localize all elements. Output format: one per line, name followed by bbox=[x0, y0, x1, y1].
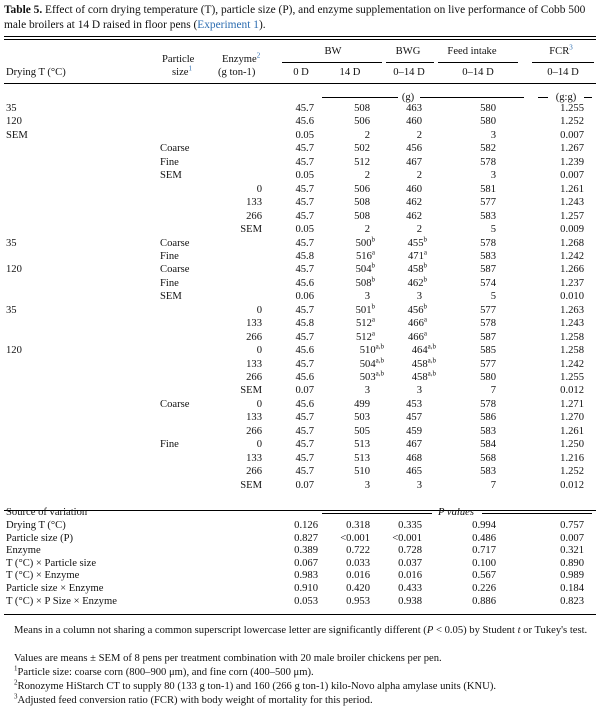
cell-feed-intake: 581 bbox=[480, 183, 496, 195]
cell-bw-0d: 45.7 bbox=[295, 197, 314, 209]
cell-fcr: 0.007 bbox=[560, 170, 584, 182]
cell-fcr: 1.257 bbox=[560, 210, 584, 222]
cell-bw-0d: 0.07 bbox=[295, 479, 314, 491]
cell-enzyme: 133 bbox=[246, 358, 262, 370]
cell-bw-14d: 510$^{a,b}$ bbox=[359, 342, 384, 357]
cell-feed-intake: 583 bbox=[480, 466, 496, 478]
cell-enzyme: 266 bbox=[246, 331, 262, 343]
cell-feed-intake: 578 bbox=[480, 237, 496, 249]
cell-drying-t: 120 bbox=[6, 264, 22, 276]
cell-fcr: 1.243 bbox=[560, 318, 584, 330]
p-bw-14d: 0.033 bbox=[346, 557, 370, 569]
cell-bw-0d: 45.7 bbox=[295, 156, 314, 168]
cell-bw-14d: 510 bbox=[354, 466, 370, 478]
header-bw-0d: 0 D bbox=[293, 67, 309, 78]
cell-feed-intake: 3 bbox=[490, 170, 496, 182]
cell-bw-0d: 45.7 bbox=[295, 103, 314, 114]
cell-feed-intake: 577 bbox=[480, 197, 496, 209]
cell-bw-0d: 45.7 bbox=[295, 425, 314, 437]
cell-bwg: 3 bbox=[416, 479, 422, 491]
unit-g: (g) bbox=[401, 92, 415, 103]
unit-g-rule-left bbox=[322, 97, 398, 98]
cell-bw-0d: 0.05 bbox=[295, 170, 314, 182]
cell-bwg: 455$^b$ bbox=[407, 234, 427, 249]
p-bwg: <0.001 bbox=[392, 532, 422, 544]
cell-fcr: 1.267 bbox=[560, 143, 584, 155]
cell-bwg: 460 bbox=[406, 116, 422, 128]
cell-bw-0d: 0.05 bbox=[295, 129, 314, 141]
sources-rule bbox=[4, 510, 596, 511]
cell-feed-intake: 5 bbox=[490, 291, 496, 303]
pvalues-rule-left bbox=[322, 513, 432, 514]
cell-feed-intake: 577 bbox=[480, 304, 496, 316]
cell-bwg: 453 bbox=[406, 398, 422, 410]
cell-bwg: 2 bbox=[416, 170, 422, 182]
p-feed-intake: 0.100 bbox=[472, 557, 496, 569]
cell-fcr: 1.255 bbox=[560, 103, 584, 114]
cell-bw-0d: 45.6 bbox=[295, 372, 314, 383]
cell-feed-intake: 586 bbox=[480, 412, 496, 424]
p-bwg: 0.335 bbox=[398, 520, 422, 531]
cell-bw-14d: 513 bbox=[354, 452, 370, 464]
p-bw-0d: 0.067 bbox=[294, 557, 318, 569]
header-particle-size: size$^1$ bbox=[172, 64, 192, 78]
source-name: Drying T (°C) bbox=[6, 520, 66, 531]
cell-particle-size: Coarse bbox=[160, 398, 190, 410]
cell-drying-t: 35 bbox=[6, 103, 17, 114]
cell-feed-intake: 587 bbox=[480, 264, 496, 276]
cell-fcr: 1.252 bbox=[560, 466, 584, 478]
cell-fcr: 1.263 bbox=[560, 304, 584, 316]
cell-drying-t: 120 bbox=[6, 116, 22, 128]
cell-feed-intake: 580 bbox=[480, 372, 496, 383]
cell-feed-intake: 5 bbox=[490, 224, 496, 236]
footnote-3: $^3$Adjusted feed conversion ratio (FCR) with body weight of mortality for this period. bbox=[14, 692, 373, 706]
cell-drying-t: SEM bbox=[6, 129, 28, 141]
cell-bwg: 471$^a$ bbox=[408, 248, 427, 262]
cell-bw-0d: 0.06 bbox=[295, 291, 314, 303]
p-bwg: 0.016 bbox=[398, 570, 422, 582]
caption-end: ). bbox=[258, 19, 266, 31]
cell-bw-0d: 45.7 bbox=[295, 183, 314, 195]
cell-bw-14d: 503 bbox=[354, 412, 370, 424]
cell-bw-0d: 45.7 bbox=[295, 143, 314, 155]
cell-bw-0d: 45.6 bbox=[295, 116, 314, 128]
cell-particle-size: Coarse bbox=[160, 143, 190, 155]
footnote-2: $^2$Ronozyme HiStarch CT to supply 80 (133 g ton-1) and 160 (266 g ton-1) kilo-Novo alpha amylase units (KNU). bbox=[14, 678, 497, 692]
cell-bw-0d: 45.7 bbox=[295, 331, 314, 343]
cell-bw-14d: 508 bbox=[354, 103, 370, 114]
p-bw-0d: 0.910 bbox=[294, 583, 318, 594]
cell-enzyme: 133 bbox=[246, 197, 262, 209]
cell-particle-size: SEM bbox=[160, 170, 182, 182]
bwg-underline bbox=[386, 62, 434, 63]
cell-bw-14d: 516$^a$ bbox=[356, 248, 375, 262]
cell-fcr: 0.012 bbox=[560, 385, 584, 397]
unit-g-rule-right bbox=[420, 97, 524, 98]
header-enzyme-unit: (g ton-1) bbox=[218, 67, 256, 78]
cell-feed-intake: 580 bbox=[480, 103, 496, 114]
cell-enzyme: SEM bbox=[240, 479, 262, 491]
cell-particle-size: Fine bbox=[160, 156, 179, 168]
cell-enzyme: 133 bbox=[246, 318, 262, 330]
cell-feed-intake: 587 bbox=[480, 331, 496, 343]
cell-bw-14d: 3 bbox=[364, 291, 370, 303]
cell-fcr: 1.258 bbox=[560, 345, 584, 357]
cell-bw-0d: 45.7 bbox=[295, 412, 314, 424]
cell-fcr: 1.239 bbox=[560, 156, 584, 168]
cell-bwg: 467 bbox=[406, 156, 422, 168]
unit-gg-rule-left bbox=[538, 97, 548, 98]
cell-fcr: 1.252 bbox=[560, 116, 584, 128]
cell-enzyme: 0 bbox=[256, 439, 262, 451]
cell-fcr: 1.271 bbox=[560, 398, 584, 410]
cell-bwg: 466$^a$ bbox=[408, 315, 427, 330]
cell-enzyme: 133 bbox=[246, 452, 262, 464]
cell-enzyme: 0 bbox=[256, 183, 262, 195]
cell-feed-intake: 578 bbox=[480, 398, 496, 410]
p-fcr: 0.890 bbox=[560, 557, 584, 569]
cell-bwg: 3 bbox=[416, 385, 422, 397]
cell-feed-intake: 7 bbox=[490, 385, 496, 397]
pvalues-label: P values bbox=[438, 507, 474, 518]
cell-bwg: 466$^a$ bbox=[408, 329, 427, 343]
cell-bwg: 3 bbox=[416, 291, 422, 303]
cell-drying-t: 35 bbox=[6, 304, 17, 316]
p-fcr: 0.757 bbox=[560, 520, 584, 531]
p-bw-14d: 0.420 bbox=[346, 583, 370, 594]
cell-bwg: 456 bbox=[406, 143, 422, 155]
p-bw-0d: 0.053 bbox=[294, 595, 318, 607]
cell-feed-intake: 584 bbox=[480, 439, 496, 451]
cell-bw-14d: 502 bbox=[354, 143, 370, 155]
cell-bw-0d: 0.05 bbox=[295, 224, 314, 236]
cell-feed-intake: 582 bbox=[480, 143, 496, 155]
cell-bw-14d: 501$^b$ bbox=[355, 302, 375, 316]
cell-enzyme: 0 bbox=[256, 398, 262, 410]
cell-fcr: 1.250 bbox=[560, 439, 584, 451]
cell-fcr: 1.255 bbox=[560, 372, 584, 383]
cell-bw-14d: 512$^a$ bbox=[356, 329, 375, 343]
p-fcr: 0.321 bbox=[560, 545, 584, 557]
source-name: T (°C) × P Size × Enzyme bbox=[6, 595, 117, 607]
cell-bw-14d: 508 bbox=[354, 197, 370, 209]
cell-fcr: 1.216 bbox=[560, 452, 584, 464]
cell-fcr: 1.261 bbox=[560, 425, 584, 437]
cell-bw-14d: 500$^b$ bbox=[355, 234, 375, 249]
cell-feed-intake: 585 bbox=[480, 345, 496, 357]
cell-bwg: 467 bbox=[406, 439, 422, 451]
cell-fcr: 1.261 bbox=[560, 183, 584, 195]
cell-bwg: 462 bbox=[406, 210, 422, 222]
cell-bw-14d: 506 bbox=[354, 116, 370, 128]
cell-fcr: 1.242 bbox=[560, 358, 584, 370]
caption-text: Effect of corn drying temperature (T), particle size (P), and enzyme supplementation on live performance of Cobb 500 male broilers at 14 D raised in floor pens ( bbox=[4, 4, 586, 31]
cell-bw-14d: 499 bbox=[354, 398, 370, 410]
unit-gg-rule-right bbox=[584, 97, 592, 98]
cell-bw-14d: 504$^{a,b}$ bbox=[359, 356, 384, 370]
top-rule-2 bbox=[4, 39, 596, 40]
cell-enzyme: 133 bbox=[246, 412, 262, 424]
cell-bw-0d: 45.7 bbox=[295, 237, 314, 249]
p-fcr: 0.823 bbox=[560, 595, 584, 607]
p-bw-0d: 0.827 bbox=[294, 532, 318, 544]
cell-bwg: 458$^b$ bbox=[407, 261, 427, 276]
footnote-means: Means in a column not sharing a common superscript lowercase letter are significantly different (P < 0.05) by Student t or Tukey's test. bbox=[14, 625, 588, 636]
p-feed-intake: 0.717 bbox=[472, 545, 496, 557]
header-enzyme: Enzyme$^2$ bbox=[222, 51, 261, 65]
cell-bwg: 458$^{a,b}$ bbox=[411, 369, 436, 383]
cell-fcr: 0.007 bbox=[560, 129, 584, 141]
cell-particle-size: Fine bbox=[160, 277, 179, 289]
cell-bwg: 465 bbox=[406, 466, 422, 478]
source-name: T (°C) × Particle size bbox=[6, 557, 97, 569]
cell-bwg: 456$^b$ bbox=[407, 302, 427, 316]
cell-fcr: 0.010 bbox=[560, 291, 584, 303]
cell-drying-t: 120 bbox=[6, 345, 22, 357]
cell-bw-0d: 45.6 bbox=[295, 345, 314, 357]
p-bw-0d: 0.126 bbox=[294, 520, 318, 531]
p-bw-14d: 0.722 bbox=[346, 545, 370, 557]
cell-enzyme: 266 bbox=[246, 466, 262, 478]
p-bwg: 0.938 bbox=[398, 595, 422, 607]
cell-bw-0d: 45.8 bbox=[295, 250, 314, 262]
cell-fcr: 1.243 bbox=[560, 197, 584, 209]
cell-bw-14d: 508$^b$ bbox=[355, 275, 375, 289]
cell-bw-0d: 45.7 bbox=[295, 439, 314, 451]
cell-fcr: 1.268 bbox=[560, 237, 584, 249]
header-drying: Drying T (°C) bbox=[6, 67, 66, 78]
cell-bwg: 468 bbox=[406, 452, 422, 464]
source-name: Particle size (P) bbox=[6, 532, 74, 544]
experiment-link[interactable]: Experiment 1 bbox=[197, 19, 259, 31]
cell-bw-14d: 3 bbox=[364, 385, 370, 397]
cell-bw-14d: 506 bbox=[354, 183, 370, 195]
cell-fcr: 1.266 bbox=[560, 264, 584, 276]
cell-feed-intake: 580 bbox=[480, 116, 496, 128]
cell-bwg: 462$^b$ bbox=[407, 275, 427, 289]
header-bwg: BWG bbox=[395, 46, 421, 57]
cell-enzyme: SEM bbox=[240, 224, 262, 236]
table-label: Table 5. bbox=[4, 4, 43, 16]
cell-bwg: 2 bbox=[416, 224, 422, 236]
cell-bw-0d: 45.7 bbox=[295, 304, 314, 316]
cell-bwg: 2 bbox=[416, 129, 422, 141]
cell-particle-size: Fine bbox=[160, 439, 179, 451]
header-rule bbox=[4, 83, 596, 84]
cell-bw-0d: 0.07 bbox=[295, 385, 314, 397]
p-feed-intake: 0.486 bbox=[472, 532, 496, 544]
cell-drying-t: 35 bbox=[6, 237, 17, 249]
cell-fcr: 1.258 bbox=[560, 331, 584, 343]
cell-bw-14d: 2 bbox=[364, 170, 370, 182]
cell-enzyme: 266 bbox=[246, 372, 262, 383]
p-feed-intake: 0.226 bbox=[472, 583, 496, 594]
cell-fcr: 1.270 bbox=[560, 412, 584, 424]
source-name: Particle size × Enzyme bbox=[6, 583, 104, 594]
cell-bw-14d: 508 bbox=[354, 210, 370, 222]
cell-feed-intake: 583 bbox=[480, 425, 496, 437]
cell-bw-14d: 512$^a$ bbox=[356, 315, 375, 330]
p-feed-intake: 0.994 bbox=[472, 520, 496, 531]
cell-particle-size: Fine bbox=[160, 250, 179, 262]
cell-particle-size: Coarse bbox=[160, 237, 190, 249]
footnote-1: $^1$Particle size: coarse corn (800–900 μm), and fine corn (400–500 μm). bbox=[14, 664, 314, 678]
cell-bw-0d: 45.7 bbox=[295, 452, 314, 464]
header-bwg-period: 0–14 D bbox=[393, 67, 425, 78]
header-feed-period: 0–14 D bbox=[462, 67, 494, 78]
p-bw-14d: 0.953 bbox=[346, 595, 370, 607]
cell-bw-14d: 3 bbox=[364, 479, 370, 491]
cell-bw-14d: 505 bbox=[354, 425, 370, 437]
footnote-values: Values are means ± SEM of 8 pens per treatment combination with 20 male broiler chickens per pen. bbox=[14, 653, 442, 664]
cell-feed-intake: 583 bbox=[480, 250, 496, 262]
feed-underline bbox=[438, 62, 518, 63]
header-fcr-period: 0–14 D bbox=[547, 67, 579, 78]
p-fcr: 0.989 bbox=[560, 570, 584, 582]
header-bw-14d: 14 D bbox=[339, 67, 361, 78]
cell-enzyme: 266 bbox=[246, 210, 262, 222]
cell-feed-intake: 578 bbox=[480, 156, 496, 168]
cell-bw-14d: 513 bbox=[354, 439, 370, 451]
cell-feed-intake: 577 bbox=[480, 358, 496, 370]
cell-bw-14d: 504$^b$ bbox=[355, 261, 375, 276]
p-fcr: 0.184 bbox=[560, 583, 584, 594]
cell-enzyme: 0 bbox=[256, 304, 262, 316]
cell-fcr: 1.237 bbox=[560, 277, 584, 289]
fcr-underline bbox=[532, 62, 594, 63]
pvalues-rule-right bbox=[482, 513, 592, 514]
p-bw-0d: 0.983 bbox=[294, 570, 318, 582]
table-caption bbox=[4, 3, 594, 33]
cell-bwg: 460 bbox=[406, 183, 422, 195]
p-bwg: 0.433 bbox=[398, 583, 422, 594]
p-bw-14d: 0.016 bbox=[346, 570, 370, 582]
p-bw-0d: 0.389 bbox=[294, 545, 318, 557]
source-name: Enzyme bbox=[6, 545, 41, 557]
bw-underline bbox=[282, 62, 382, 63]
cell-feed-intake: 583 bbox=[480, 210, 496, 222]
p-fcr: 0.007 bbox=[560, 532, 584, 544]
p-bwg: 0.728 bbox=[398, 545, 422, 557]
cell-particle-size: Coarse bbox=[160, 264, 190, 276]
p-bw-14d: <0.001 bbox=[340, 532, 370, 544]
cell-bw-0d: 45.7 bbox=[295, 210, 314, 222]
header-particle: Particle bbox=[162, 54, 195, 65]
cell-bw-0d: 45.7 bbox=[295, 358, 314, 370]
cell-bwg: 459 bbox=[406, 425, 422, 437]
p-feed-intake: 0.886 bbox=[472, 595, 496, 607]
cell-fcr: 0.012 bbox=[560, 479, 584, 491]
p-bwg: 0.037 bbox=[398, 557, 422, 569]
cell-bw-0d: 45.6 bbox=[295, 398, 314, 410]
header-feed: Feed intake bbox=[447, 46, 497, 57]
cell-enzyme: SEM bbox=[240, 385, 262, 397]
cell-enzyme: 266 bbox=[246, 425, 262, 437]
header-bw: BW bbox=[324, 46, 342, 57]
cell-bw-14d: 2 bbox=[364, 129, 370, 141]
cell-enzyme: 0 bbox=[256, 345, 262, 357]
top-rule bbox=[4, 36, 596, 37]
cell-feed-intake: 578 bbox=[480, 318, 496, 330]
cell-bw-14d: 2 bbox=[364, 224, 370, 236]
cell-bwg: 463 bbox=[406, 103, 422, 114]
cell-feed-intake: 568 bbox=[480, 452, 496, 464]
cell-feed-intake: 3 bbox=[490, 129, 496, 141]
cell-bwg: 458$^{a,b}$ bbox=[411, 356, 436, 370]
cell-bw-14d: 512 bbox=[354, 156, 370, 168]
unit-gg: (g:g) bbox=[555, 92, 577, 103]
cell-bw-0d: 45.6 bbox=[295, 277, 314, 289]
bottom-rule bbox=[4, 614, 596, 615]
p-bw-14d: 0.318 bbox=[346, 520, 370, 531]
cell-fcr: 0.009 bbox=[560, 224, 584, 236]
cell-bw-14d: 503$^{a,b}$ bbox=[359, 369, 384, 383]
p-feed-intake: 0.567 bbox=[472, 570, 496, 582]
cell-bw-0d: 45.8 bbox=[295, 318, 314, 330]
source-name: T (°C) × Enzyme bbox=[6, 570, 80, 582]
cell-fcr: 1.242 bbox=[560, 250, 584, 262]
cell-bw-0d: 45.7 bbox=[295, 264, 314, 276]
cell-feed-intake: 574 bbox=[480, 277, 496, 289]
source-title: Source of variation bbox=[6, 507, 88, 518]
cell-bw-0d: 45.7 bbox=[295, 466, 314, 478]
header-fcr: FCR$^3$ bbox=[549, 43, 573, 57]
cell-particle-size: SEM bbox=[160, 291, 182, 303]
cell-bwg: 464$^{a,b}$ bbox=[411, 342, 436, 357]
cell-bwg: 462 bbox=[406, 197, 422, 209]
cell-feed-intake: 7 bbox=[490, 479, 496, 491]
cell-bwg: 457 bbox=[406, 412, 422, 424]
